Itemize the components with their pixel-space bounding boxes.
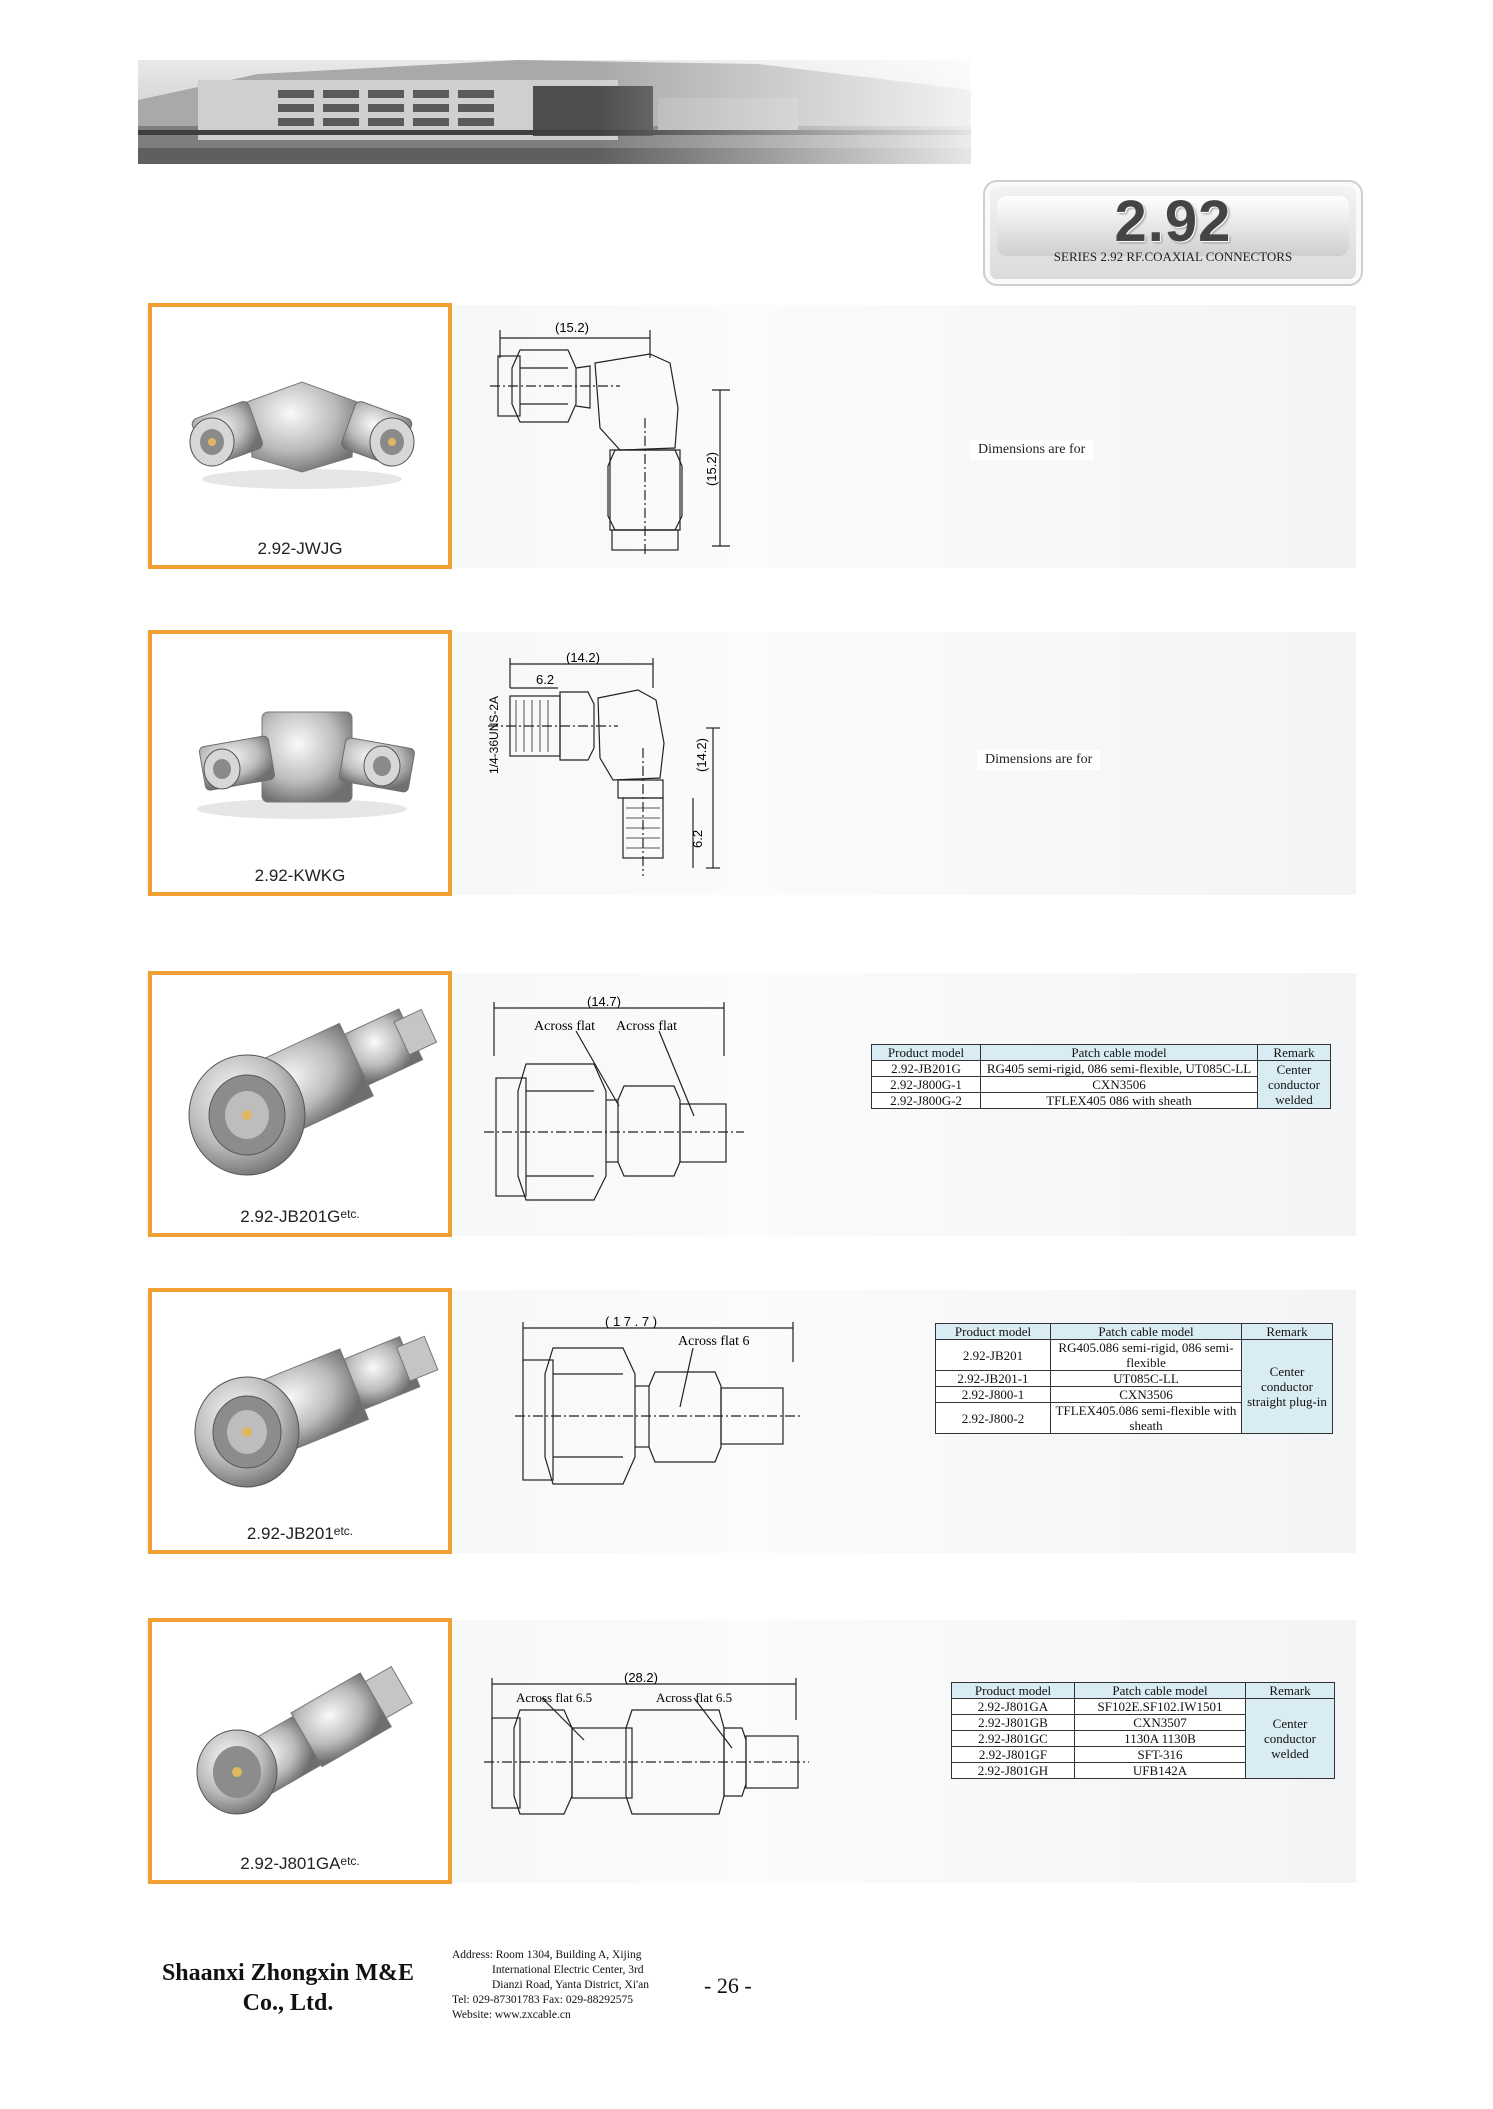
dimension-note: Dimensions are for (977, 750, 1100, 770)
table-row: 2.92-J801GA SF102E.SF102.IW1501 Center conductor welded (952, 1699, 1335, 1715)
company-name: Shaanxi Zhongxin M&E Co., Ltd. (161, 1960, 415, 2016)
col-product-model: Product model (936, 1324, 1051, 1340)
product-photo-j801ga (148, 1618, 452, 1884)
product-label: $2.92-JB201G^{etc.}$ (240, 1207, 360, 1226)
page-number: - 26 - (704, 1973, 752, 1998)
product-label: $2.92-J801GA^{etc.}$ (240, 1854, 360, 1873)
table-row: 2.92-J800-1 CXN3506 (936, 1387, 1333, 1403)
across-flat-1: Across flat 6 (678, 1334, 750, 1349)
table-row: 2.92-JB201G RG405 semi-rigid, 086 semi-flexible, UT085C-LL Center conductor welded (872, 1061, 1331, 1077)
table-row: 2.92-J800-2 TFLEX405.086 semi-flexible with sheath (936, 1403, 1333, 1434)
product-label: 2.92-JWJG (257, 539, 343, 558)
dim-thread-length: 6.2 (536, 672, 555, 687)
product-photo-kwkg (148, 630, 452, 896)
series-badge (983, 180, 1363, 286)
series-title: SERIES 2.92 RF.COAXIAL CONNECTORS (1053, 249, 1293, 264)
remark-cell: Center conductor welded (1246, 1699, 1335, 1779)
dim-length: (14.2) (566, 650, 600, 665)
dimension-drawing-kwkg (478, 648, 748, 878)
product-photo-jwjg (148, 303, 452, 569)
cable-table-jb201g (871, 1044, 1331, 1109)
col-remark: Remark (1246, 1683, 1335, 1699)
connector-image (152, 975, 448, 1205)
series-number: 2.92 (1114, 189, 1232, 254)
across-flat-2: Across flat 6.5 (656, 1690, 733, 1705)
product-photo-jb201g (148, 971, 452, 1237)
product-label: $2.92-JB201^{etc.}$ (246, 1524, 354, 1543)
cable-table-jb201 (935, 1323, 1333, 1434)
table-row: 2.92-J801GC 1130A 1130B (952, 1731, 1335, 1747)
col-product-model: Product model (872, 1045, 981, 1061)
connector-image (152, 307, 448, 537)
table-row: 2.92-JB201 RG405.086 semi-rigid, 086 semi-flexible Center conductor straight plug-in (936, 1340, 1333, 1371)
col-patch-cable: Patch cable model (1051, 1324, 1242, 1340)
product-photo-jb201 (148, 1288, 452, 1554)
dim-height: (14.2) (694, 738, 709, 772)
col-remark: Remark (1242, 1324, 1333, 1340)
connector-image (152, 634, 448, 864)
thread-spec: 1/4-36UNS-2A (487, 695, 501, 774)
connector-image (152, 1622, 448, 1852)
dimension-drawing-j801ga (484, 1670, 814, 1820)
dim-length: (28.2) (624, 1670, 658, 1685)
remark-cell: Center conductor straight plug-in (1242, 1340, 1333, 1434)
table-row: 2.92-J801GB CXN3507 (952, 1715, 1335, 1731)
across-flat-1: Across flat (534, 1019, 596, 1034)
across-flat-2: Across flat (616, 1019, 678, 1034)
dimension-drawing-jb201g (484, 996, 754, 1216)
dimension-drawing-jb201 (515, 1312, 805, 1492)
header-banner-image (138, 60, 971, 164)
cable-table-j801ga (951, 1682, 1335, 1779)
dim-length: (15.2) (555, 320, 589, 335)
dim-length: (14.7) (587, 996, 621, 1009)
connector-image (152, 1292, 448, 1522)
dimension-drawing-jwjg (490, 318, 750, 558)
dim-length: ( 1 7 . 7 ) (605, 1314, 658, 1329)
table-row: 2.92-J800G-1 CXN3506 (872, 1077, 1331, 1093)
table-row: 2.92-J801GH UFB142A (952, 1763, 1335, 1779)
col-product-model: Product model (952, 1683, 1075, 1699)
table-row: 2.92-J801GF SFT-316 (952, 1747, 1335, 1763)
dim-height: (15.2) (704, 452, 719, 486)
table-row: 2.92-JB201-1 UT085C-LL (936, 1371, 1333, 1387)
remark-cell: Center conductor welded (1258, 1061, 1331, 1109)
dimension-note: Dimensions are for (970, 440, 1093, 460)
col-patch-cable: Patch cable model (981, 1045, 1258, 1061)
table-row: 2.92-J800G-2 TFLEX405 086 with sheath (872, 1093, 1331, 1109)
dim-thread-height: 6.2 (690, 829, 705, 848)
col-remark: Remark (1258, 1045, 1331, 1061)
product-label: 2.92-KWKG (254, 866, 346, 885)
across-flat-1: Across flat 6.5 (516, 1690, 593, 1705)
company-address: Address: Room 1304, Building A, Xijing International Electric Center, 3rd Dianzi Road, Yanta District, Xi'an Tel: 029-87301783 Fax: 029-88292575 Website: www.zxcable.cn (452, 1949, 649, 2021)
col-patch-cable: Patch cable model (1075, 1683, 1246, 1699)
